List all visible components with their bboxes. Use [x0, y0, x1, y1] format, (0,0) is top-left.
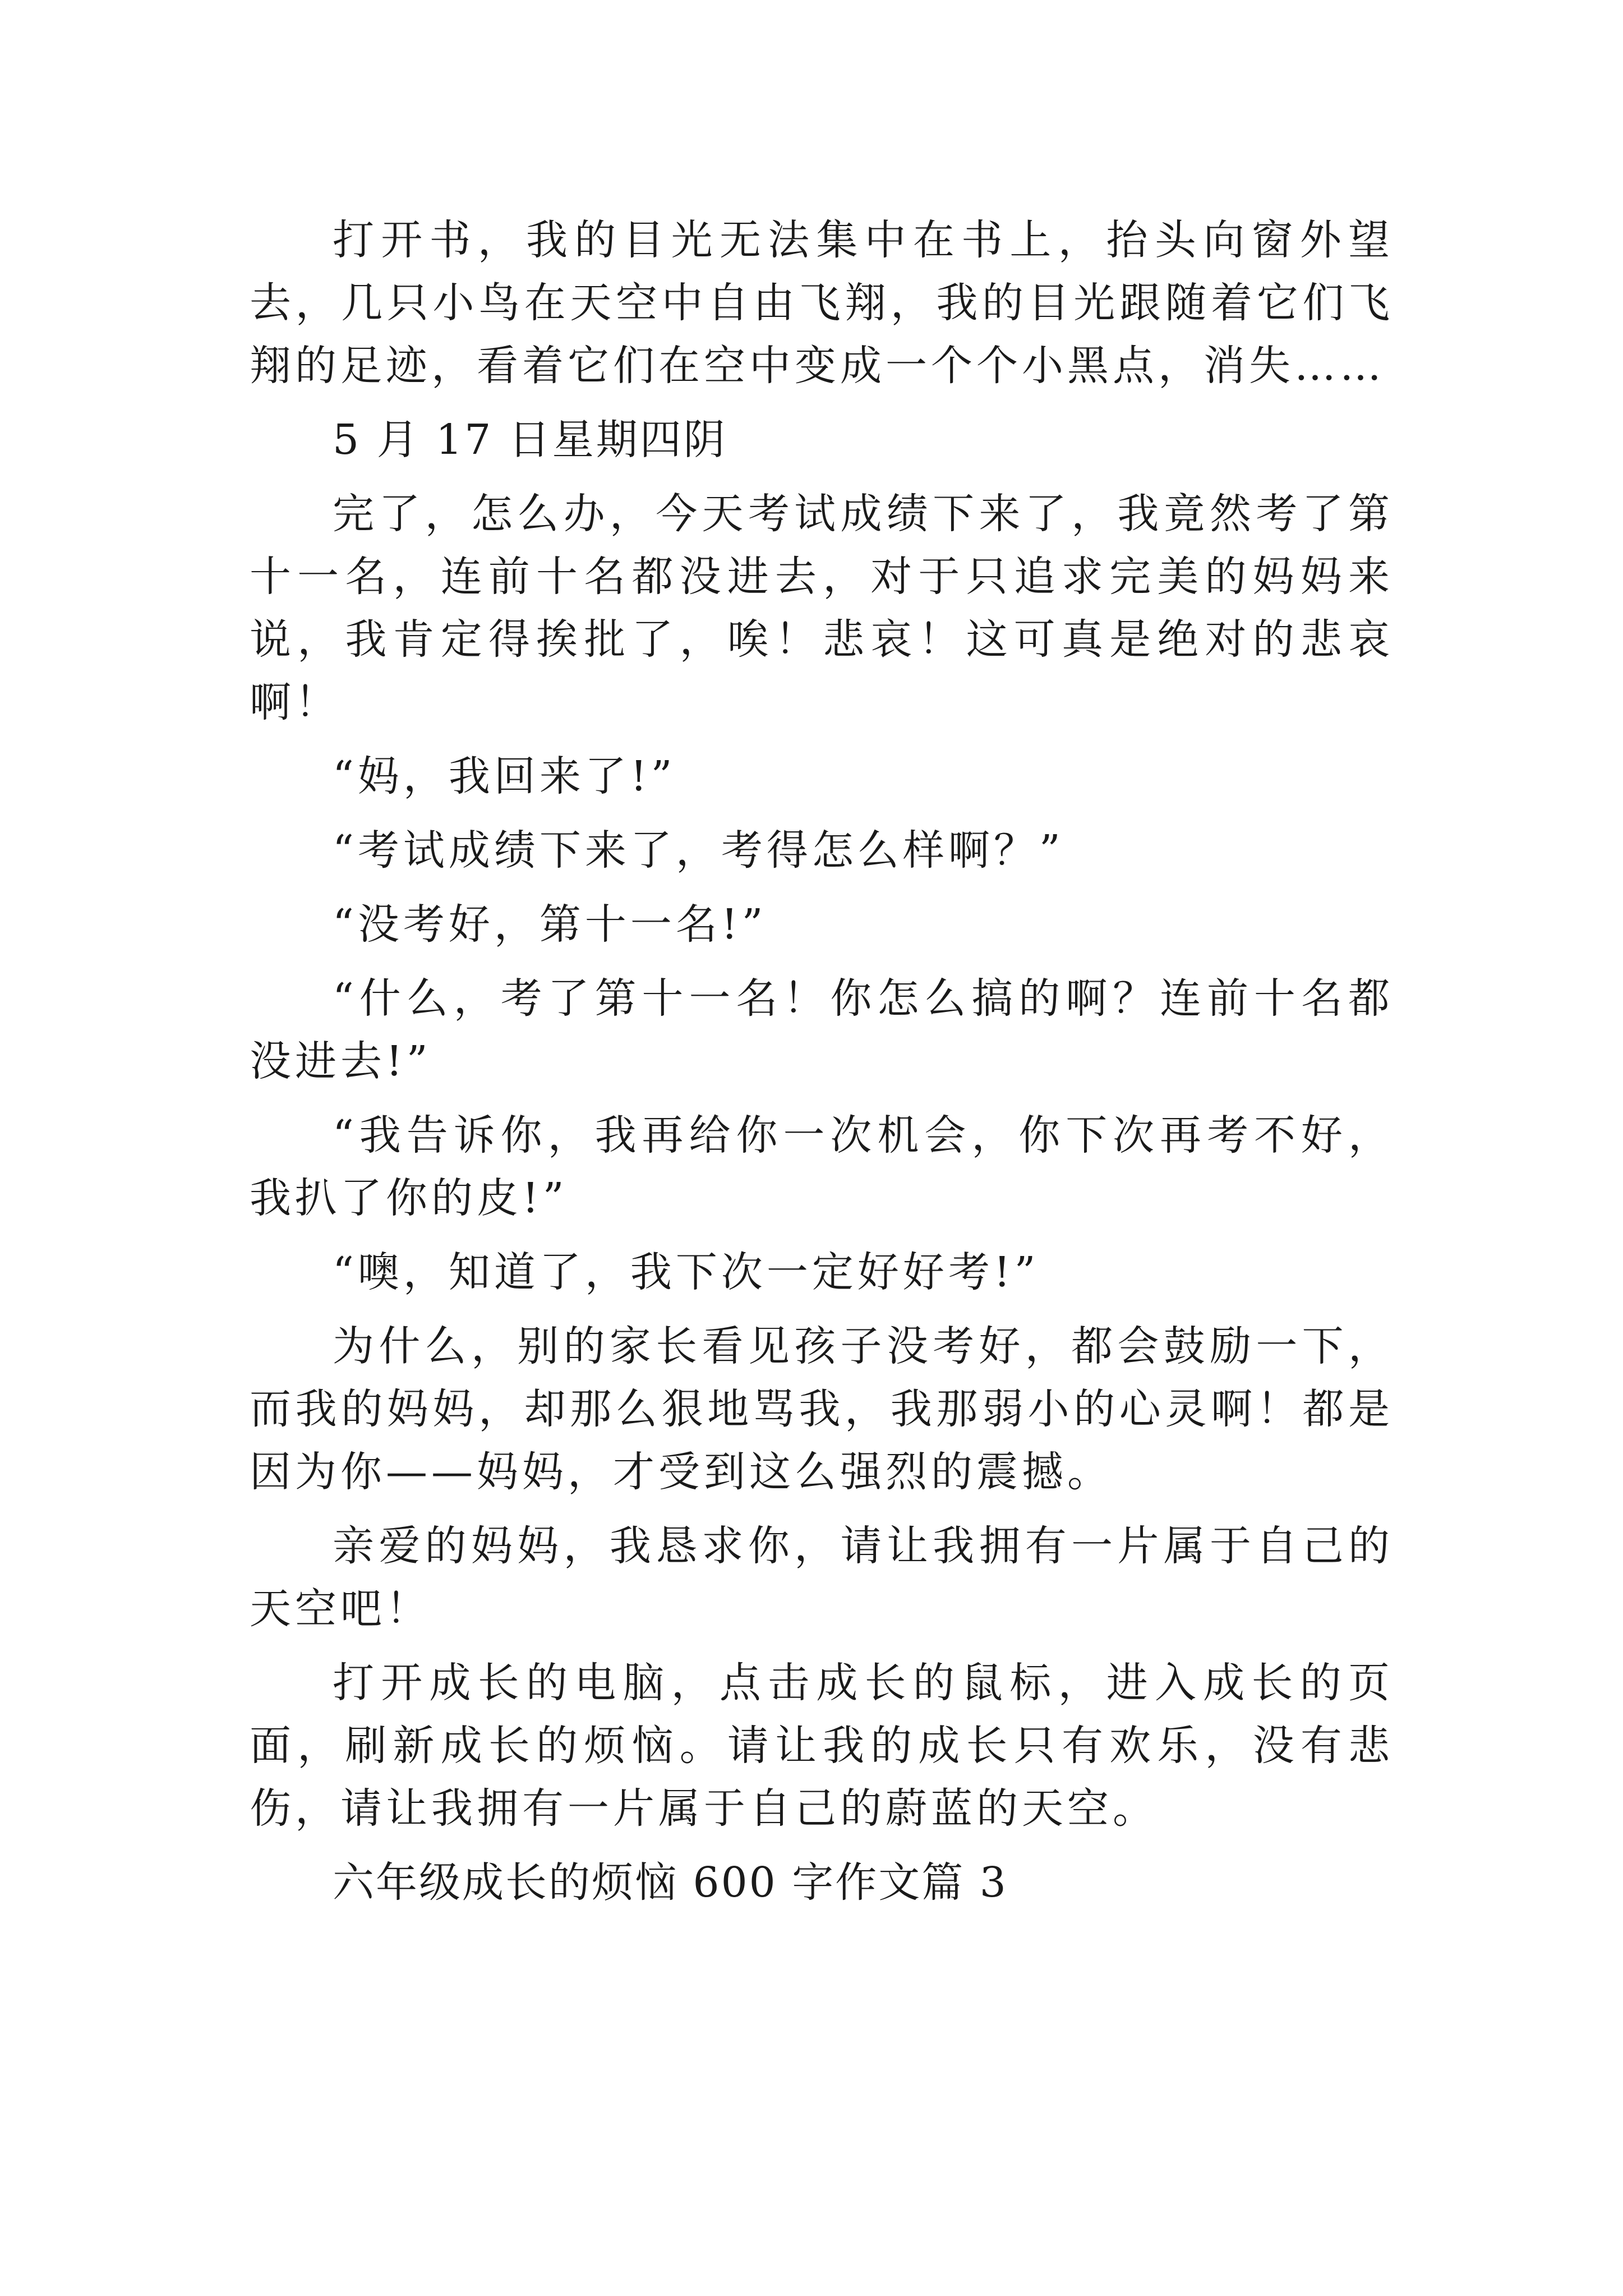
dialogue-line: “妈，我回来了!” — [333, 752, 676, 800]
paragraph: 为什么，别的家长看见孩子没考好，都会鼓励一下，而我的妈妈，却那么狠地骂我，我那弱小的心灵啊！都是因为你——妈妈，才受到这么强烈的震撼。 — [250, 1322, 1394, 1496]
dialogue-line: “噢，知道了，我下次一定好好考!” — [333, 1248, 1040, 1296]
paragraph: 亲爱的妈妈，我恳求你，请让我拥有一片属于自己的天空吧！ — [250, 1522, 1394, 1633]
paragraph: 打开成长的电脑，点击成长的鼠标，进入成长的页面，刷新成长的烦恼。请让我的成长只有欢乐，没有悲伤，请让我拥有一片属于自己的蔚蓝的天空。 — [250, 1659, 1394, 1833]
dialogue-line: “没考好，第十一名!” — [333, 900, 767, 949]
dialogue-line: “我告诉你，我再给你一次机会，你下次再考不好，我扒了你的皮!” — [250, 1111, 1394, 1222]
body-text — [250, 209, 1394, 1925]
dialogue-line: “考试成绩下来了，考得怎么样啊？” — [333, 826, 1064, 875]
dialogue-line: “什么，考了第十一名！你怎么搞的啊？连前十名都没进去!” — [250, 974, 1394, 1085]
essay-title: 六年级成长的烦恼 600 字作文篇 3 — [333, 1858, 1008, 1907]
paragraph: 完了，怎么办，今天考试成绩下来了，我竟然考了第十一名，连前十名都没进去，对于只追求完美的妈妈来说，我肯定得挨批了，唉！悲哀！这可真是绝对的悲哀啊！ — [250, 490, 1394, 726]
paragraph: 打开书，我的目光无法集中在书上，抬头向窗外望去，几只小鸟在天空中自由飞翔，我的目光跟随着它们飞翔的足迹，看着它们在空中变成一个个小黑点，消失…… — [250, 216, 1394, 390]
date-line: 5 月 17 日星期四阴 — [333, 416, 727, 464]
